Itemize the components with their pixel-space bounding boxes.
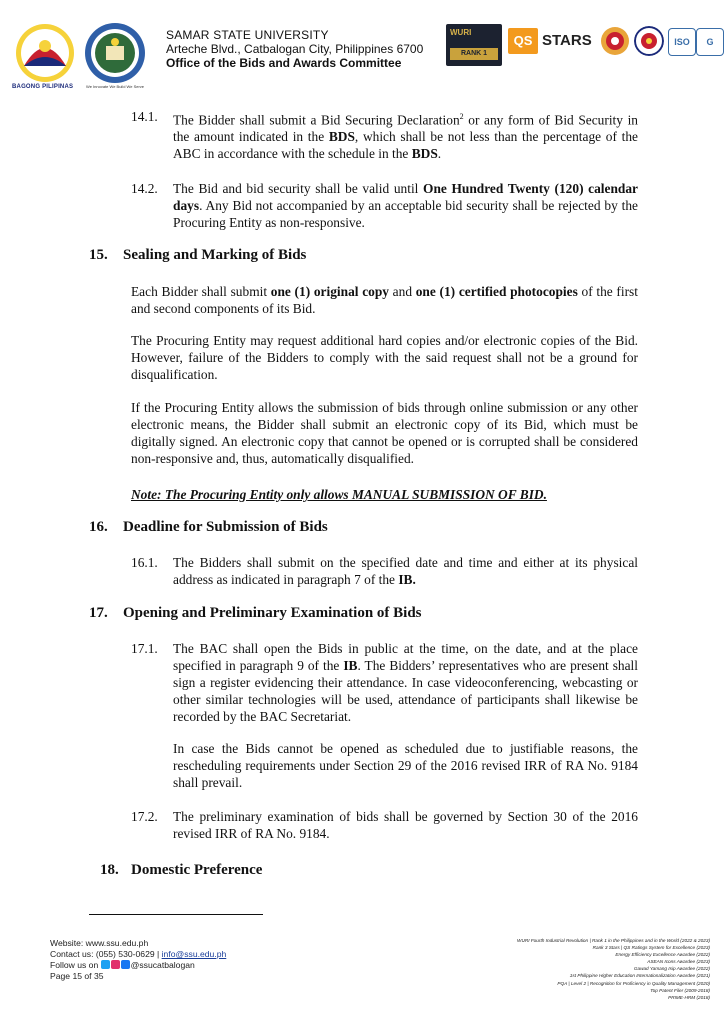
footer-contact bbox=[50, 938, 226, 982]
clause-14-2: The Bid and bid security shall be valid until One Hundred Twenty (120) calendar days. Any Bid not accompanied by an acceptable bid security shall be rejected by the Procuring Entity as non-responsive. bbox=[173, 181, 639, 230]
section-heading-17: 17. Opening and Preliminary Examination of Bids bbox=[89, 605, 422, 621]
bagong-pilipinas-label: BAGONG PILIPINAS bbox=[12, 84, 74, 90]
clause-number: 17.1. bbox=[131, 641, 158, 656]
award-line: PQA | Level 2 | Recognition for Proficiency in Quality Management (2020) bbox=[557, 980, 710, 986]
award-line: ASEAN Icons Awardee (2023) bbox=[647, 959, 710, 965]
footnote-separator bbox=[89, 914, 263, 915]
clause-number: 17.2. bbox=[131, 809, 158, 824]
stars-label: STARS bbox=[542, 32, 592, 49]
section-heading-16: 16. Deadline for Submission of Bids bbox=[89, 519, 328, 535]
qs-stars-badge bbox=[508, 28, 598, 54]
facebook-icon[interactable] bbox=[121, 960, 130, 969]
award-line: Rank 3 Stars | QS Ratings System for Excellence (2023) bbox=[592, 945, 710, 951]
bagong-pilipinas-logo bbox=[14, 22, 76, 84]
award-line: Top Patent Filer (2009-2018) bbox=[650, 987, 710, 993]
award-line: WURI Fourth Industrial Revolution | Rank 1 in the Philippines and in the World (2022 & 2023) bbox=[517, 938, 710, 943]
iso-badge: ISO bbox=[668, 28, 696, 56]
section-heading-18: 18. Domestic Preference bbox=[100, 862, 263, 878]
university-block bbox=[166, 28, 423, 70]
university-name: SAMAR STATE UNIVERSITY bbox=[166, 28, 329, 42]
footer-awards bbox=[430, 937, 710, 1001]
paragraph-15-1: Each Bidder shall submit one (1) original copy and one (1) certified photocopies of the first and second components of its Bid. bbox=[131, 284, 638, 316]
clause-17-2: The preliminary examination of bids shall be governed by Section 30 of the 2016 revised IRR of RA No. 9184. bbox=[173, 809, 638, 841]
award-line: 1st Philippine Higher Education Internationalization Awardee (2021) bbox=[569, 973, 710, 979]
award-line: PRIME-HRM (2018) bbox=[668, 994, 710, 1000]
footer-website[interactable]: Website: www.ssu.edu.ph bbox=[50, 938, 149, 948]
paragraph-15-2: The Procuring Entity may request additional hard copies and/or electronic copies of the Bid. However, failure of the Bidders to comply with the said request shall not be a ground for disqualification. bbox=[131, 333, 638, 382]
award-seal-icon bbox=[600, 26, 630, 56]
wuri-label: WURI bbox=[450, 28, 472, 37]
award-line: Energy Efficiency Excellence Awardee (2022) bbox=[615, 952, 710, 958]
clause-number: 14.2. bbox=[131, 181, 158, 196]
office-name: Office of the Bids and Awards Committee bbox=[166, 56, 402, 70]
clause-17-1-paragraph-2: In case the Bids cannot be opened as scheduled due to justifiable reasons, the rescheduling requirements under Section 29 of the 2016 revised IRR of RA No. 9184 shall prevail. bbox=[173, 741, 638, 790]
page-number: Page 15 of 35 bbox=[50, 971, 104, 981]
page-header bbox=[0, 0, 725, 90]
certification-badge: G bbox=[696, 28, 724, 56]
award-seal-icon bbox=[634, 26, 664, 56]
clause-17-1: The BAC shall open the Bids in public at the time, on the date, and at the place specified in paragraph 9 of the IB. The Bidders’ representatives who are present shall sign a register evidencing their attendance. In case videoconferencing, webcasting or other similar technologies will be used, attendance of participants shall likewise be recorded by the BAC Secretariat. bbox=[173, 641, 638, 724]
social-handle[interactable]: @ssucatbalogan bbox=[130, 960, 195, 970]
section-heading-15: 15. Sealing and Marking of Bids bbox=[89, 247, 307, 263]
clause-14-1: The Bidder shall submit a Bid Securing Declaration$^2$ or any form of Bid Security in the amount indicated in the BDS, which shall be not less than the percentage of the ABC in accordance with the schedule in the BDS. bbox=[173, 112, 639, 162]
clause-16-1: The Bidders shall submit on the specified date and time and either at its physical address as indicated in paragraph 7 of the IB. bbox=[173, 555, 638, 587]
wuri-rank: RANK 1 bbox=[450, 48, 498, 60]
manual-submission-note: Note: The Procuring Entity only allows MANUAL SUBMISSION OF BID. bbox=[131, 487, 547, 502]
award-line: Gawad Yamang Isip Awardee (2022) bbox=[633, 966, 710, 972]
clause-number: 14.1. bbox=[131, 109, 158, 124]
ssu-seal bbox=[84, 22, 146, 84]
wuri-badge bbox=[446, 24, 502, 66]
ssu-tagline: We Innovate We Build We Serve bbox=[86, 84, 145, 89]
footer-contact-line: Contact us: (055) 530-0629 | info@ssu.edu.ph bbox=[50, 949, 227, 959]
instagram-icon[interactable] bbox=[111, 960, 120, 969]
qs-label: QS bbox=[508, 28, 538, 54]
email-link[interactable]: info@ssu.edu.ph bbox=[161, 949, 227, 959]
paragraph-15-3: If the Procuring Entity allows the submission of bids through online submission or any other electronic means, the Bidder shall submit an electronic copy of its Bid, which must be digitally signed. An electronic copy that cannot be opened or is corrupted shall be considered non-responsive and, thus, automatically disqualified. bbox=[131, 400, 638, 466]
clause-number: 16.1. bbox=[131, 555, 158, 570]
footer-follow-line: Follow us on @ssucatbalogan bbox=[50, 960, 195, 970]
footnote-ref: 2 bbox=[459, 112, 464, 121]
twitter-icon[interactable] bbox=[101, 960, 110, 969]
university-address: Arteche Blvd., Catbalogan City, Philippines 6700 bbox=[166, 42, 424, 56]
